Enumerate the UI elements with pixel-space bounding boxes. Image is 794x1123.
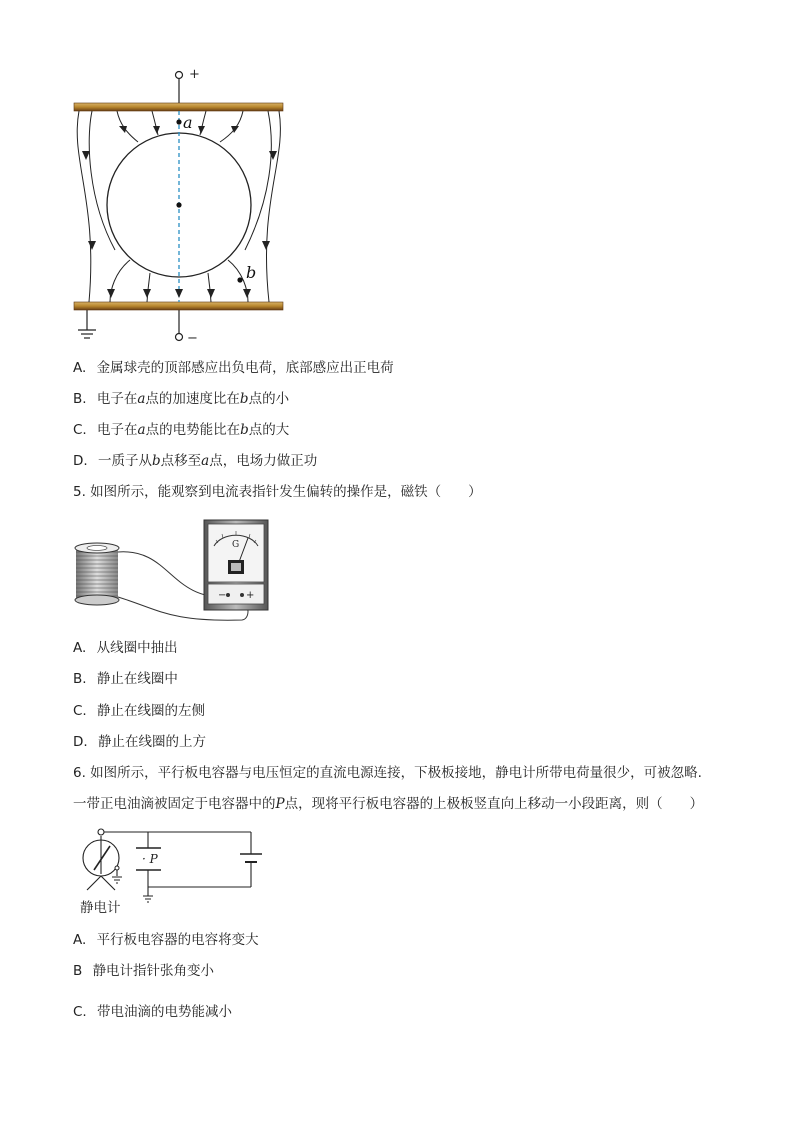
option-text: 点的小: [248, 391, 290, 407]
coil-icon: [75, 543, 119, 605]
minus-label: −: [187, 331, 198, 346]
negative-terminal: [176, 334, 183, 341]
option-variable: a: [137, 422, 146, 438]
option-variable: b: [239, 391, 249, 407]
q5-option-c: [73, 701, 205, 721]
q6-stem-line1: 6. 如图所示，平行板电容器与电压恒定的直流电源连接，下极板接地，静电计所带电荷量很少，可被忽略.: [73, 765, 702, 781]
option-text: 点移至: [160, 453, 202, 469]
option-text: 平行板电容器的电容将变大: [96, 932, 259, 948]
option-text: 静电计指针张角变小: [92, 963, 215, 979]
option-text: 静止在线圈的上方: [97, 734, 206, 750]
option-letter: B.: [73, 671, 87, 687]
q6-option-c: [73, 1002, 232, 1022]
minus-terminal-label: −: [218, 590, 227, 601]
q4-option-b: [73, 389, 289, 409]
option-variable: b: [240, 422, 249, 438]
bottom-plate: [74, 302, 283, 310]
q5-stem: 5. 如图所示，能观察到电流表指针发生偏转的操作是，磁铁（ ）: [73, 484, 482, 500]
stem-variable: P: [275, 796, 285, 812]
q6-option-b: [73, 961, 214, 981]
point-a-label: a: [183, 113, 193, 132]
plus-terminal-label: +: [246, 590, 255, 601]
option-letter: C.: [73, 1004, 87, 1020]
center-marker: [176, 202, 181, 207]
option-text: 带电油滴的电势能减小: [97, 1004, 233, 1020]
point-b-label: b: [246, 263, 257, 282]
option-variable: a: [137, 391, 146, 407]
option-variable: a: [201, 453, 210, 469]
top-plate: [74, 103, 283, 111]
option-letter: A.: [73, 932, 87, 948]
option-letter: C.: [73, 703, 87, 719]
point-b-marker: [237, 277, 242, 282]
q4-option-a: [73, 358, 394, 378]
q4-option-c: [73, 420, 289, 440]
electric-field-figure: [66, 62, 296, 352]
q5-option-d: [73, 732, 206, 752]
option-text: 电子在: [97, 422, 138, 438]
option-letter: C.: [73, 422, 87, 438]
coil-galvanometer-figure: [70, 514, 280, 624]
positive-terminal: [176, 72, 183, 79]
option-letter: D.: [73, 734, 88, 750]
option-text: 从线圈中抽出: [96, 640, 178, 656]
option-text: 点的电势能比在: [145, 422, 241, 438]
option-text: 点的大: [248, 422, 290, 438]
q6-option-a: [73, 930, 259, 950]
point-a-marker: [176, 119, 181, 124]
option-text: 电子在: [96, 391, 138, 407]
plus-label: +: [189, 67, 200, 82]
option-text: 金属球壳的顶部感应出负电荷，底部感应出正电荷: [96, 360, 394, 376]
stem-text: 点，现将平行板电容器的上极板竖直向上移动一小段距离，则（ ）: [284, 796, 704, 812]
q4-option-d: [73, 451, 317, 471]
option-letter: B.: [73, 391, 87, 407]
option-text: 点的加速度比在: [145, 391, 240, 407]
q5-option-b: [73, 669, 178, 689]
option-variable: b: [151, 453, 161, 469]
option-letter: B: [73, 963, 83, 979]
option-text: 一质子从: [97, 453, 152, 469]
option-letter: D.: [73, 453, 88, 469]
option-text: 静止在线圈的左侧: [97, 703, 206, 719]
option-text: 点，电场力做正功: [209, 453, 318, 469]
option-text: 静止在线圈中: [96, 671, 178, 687]
q6-stem-line2: [73, 794, 703, 814]
galvanometer-icon: [204, 520, 268, 610]
ground-icon: [78, 330, 96, 338]
q5-option-a: [73, 638, 178, 658]
stem-text: 一带正电油滴被固定于电容器中的: [73, 796, 276, 812]
point-p-label: · P: [142, 852, 158, 866]
meter-label: G: [232, 540, 240, 550]
option-letter: A.: [73, 640, 87, 656]
option-letter: A.: [73, 360, 87, 376]
electrometer-label: 静电计: [80, 900, 121, 916]
